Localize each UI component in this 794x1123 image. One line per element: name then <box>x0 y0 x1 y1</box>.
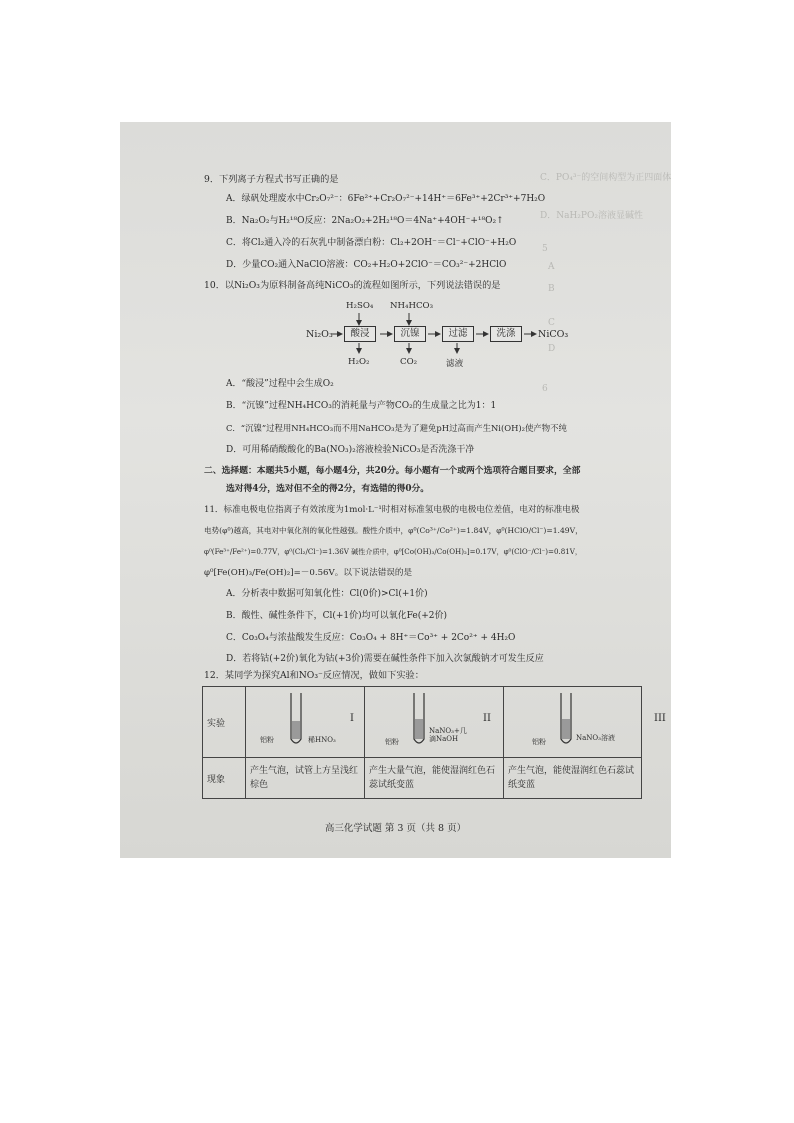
flow-output-co2: CO₂ <box>400 357 418 367</box>
observation-1: 产生气泡，试管上方呈浅红棕色 <box>246 758 365 799</box>
q9-option-a: A．绿矾处理废水中Cr₂O₇²⁻：6Fe²⁺+Cr₂O₇²⁻+14H⁺＝6Fe³⁺+2Cr³⁺+7H₂O <box>226 194 546 204</box>
q9-option-d: D．少量CO₂通入NaClO溶液：CO₂+H₂O+2ClO⁻＝CO₃²⁻+2HClO <box>226 260 507 270</box>
q11-option-b: B．酸性、碱性条件下，Cl(+1价)均可以氧化Fe(+2价) <box>226 611 448 621</box>
tube-solid: 铝粉 <box>532 738 546 746</box>
q11-line2: 电势(φ⁰)越高，其电对中氧化剂的氧化性越强。酸性介质中，φ⁰(Co³⁺/Co²⁺)=1.84V，φ⁰(HClO/Cl⁻)=1.49V， <box>204 526 583 535</box>
bleed-text: B <box>548 284 555 294</box>
bleed-text: 6 <box>542 384 548 394</box>
q9-option-c: C．将Cl₂通入冷的石灰乳中制备漂白粉：Cl₂+2OH⁻＝Cl⁻+ClO⁻+H₂O <box>226 238 517 248</box>
tube-solid: 铝粉 <box>385 738 399 746</box>
q9-stem: 9．下列离子方程式书写正确的是 <box>204 174 339 185</box>
q11-line1: 11．标准电极电位指离子有效浓度为1mol·L⁻¹时相对标准氢电极的电极电位差值，电对的标准电极 <box>204 505 580 515</box>
q10-option-c: C．“沉镍”过程用NH₄HCO₃而不用NaHCO₃是为了避免pH过高而产生Ni(OH)₂使产物不纯 <box>226 423 567 433</box>
table-row <box>203 687 642 758</box>
q11-option-d: D．若将钴(+2价)氧化为钴(+3价)需要在碱性条件下加入次氯酸钠才可发生反应 <box>226 654 544 664</box>
observation-2: 产生大量气泡，能使湿润红色石蕊试纸变蓝 <box>365 758 504 799</box>
flow-step-wash: 洗涤 <box>490 326 522 342</box>
experiment-numeral: I <box>350 713 354 724</box>
flow-output-filtrate: 滤液 <box>446 359 464 369</box>
tube-reagent: NaNO₃+几滴NaOH <box>429 727 467 743</box>
bleed-text: D．NaH₂PO₂溶液显碱性 <box>540 211 643 221</box>
flow-output-h2o2: H₂O₂ <box>348 357 370 367</box>
flow-end: NiCO₃ <box>538 329 569 340</box>
document-photo <box>120 122 671 858</box>
q10-stem: 10．以Ni₂O₃为原料制备高纯NiCO₃的流程如图所示，下列说法错误的是 <box>204 280 501 291</box>
q11-option-a: A．分析表中数据可知氧化性：Cl(0价)>Cl(+1价) <box>226 589 428 599</box>
bleed-text: D <box>548 344 556 354</box>
flow-step-filter: 过滤 <box>442 326 474 342</box>
experiment-cell-3 <box>504 687 666 758</box>
q11-line3: φ⁰(Fe³⁺/Fe²⁺)=0.77V，φ⁰(Cl₂/Cl⁻)=1.36V 碱性介质中，φ⁰[Co(OH)₃/Co(OH)₂]=0.17V，φ⁰(ClO⁻/Cl⁻)=0.81V， <box>204 547 582 556</box>
q10-option-a: A．“酸浸”过程中会生成O₂ <box>226 379 334 389</box>
flow-step-acid-leach: 酸浸 <box>344 326 376 342</box>
section2-line2: 选对得4分，选对但不全的得2分，有选错的得0分。 <box>226 484 430 494</box>
q10-option-d: D．可用稀硝酸酸化的Ba(NO₃)₂溶液检验NiCO₃是否洗涤干净 <box>226 445 475 455</box>
bleed-text: C <box>548 318 555 328</box>
row-label-observation: 现象 <box>203 758 246 799</box>
tube-solid: 铝粉 <box>260 736 274 744</box>
observation-3: 产生气泡，能使湿润红色石蕊试纸变蓝 <box>504 758 642 799</box>
test-tube-icon <box>556 691 576 749</box>
bleed-text: 5 <box>542 244 548 254</box>
test-tube-icon <box>286 691 306 749</box>
table-row <box>203 758 642 799</box>
flow-diagram <box>300 297 569 377</box>
q9-option-b: B．Na₂O₂与H₂¹⁸O反应：2Na₂O₂+2H₂¹⁸O＝4Na⁺+4OH⁻+¹⁸O₂↑ <box>226 216 504 226</box>
flow-input-nh4hco3: NH₄HCO₃ <box>390 301 434 311</box>
page-footer: 高三化学试题 第 3 页（共 8 页） <box>324 823 467 834</box>
experiment-cell-2 <box>365 687 504 758</box>
q12-stem: 12．某同学为探究Al和NO₃⁻反应情况，做如下实验： <box>204 670 424 681</box>
flow-start: Ni₂O₃ <box>306 329 333 340</box>
experiment-table <box>202 686 666 799</box>
flow-step-precipitate: 沉镍 <box>394 326 426 342</box>
bleed-text: A <box>548 262 555 272</box>
tube-reagent: NaNO₃溶液 <box>576 734 615 742</box>
experiment-numeral: III <box>654 713 666 724</box>
q11-option-c: C．Co₃O₄与浓盐酸发生反应：Co₃O₄ + 8H⁺＝Co³⁺ + 2Co²⁺ + 4H₂O <box>226 633 516 643</box>
test-tube-icon <box>409 691 429 749</box>
row-label-experiment: 实验 <box>203 687 246 758</box>
experiment-numeral: II <box>483 713 491 724</box>
section2-line1: 二、选择题：本题共5小题，每小题4分，共20分。每小题有一个或两个选项符合题目要求，全部 <box>204 466 581 476</box>
bleed-text: C．PO₄³⁻的空间构型为正四面体 <box>540 173 671 183</box>
q11-line4: φ⁰[Fe(OH)₃/Fe(OH)₂]=－0.56V。以下说法错误的是 <box>204 568 413 578</box>
experiment-cell-1 <box>246 687 365 758</box>
flow-input-h2so4: H₂SO₄ <box>346 301 374 311</box>
q10-option-b: B．“沉镍”过程NH₄HCO₃的消耗量与产物CO₂的生成量之比为1：1 <box>226 401 497 411</box>
tube-reagent: 稀HNO₃ <box>308 736 336 744</box>
